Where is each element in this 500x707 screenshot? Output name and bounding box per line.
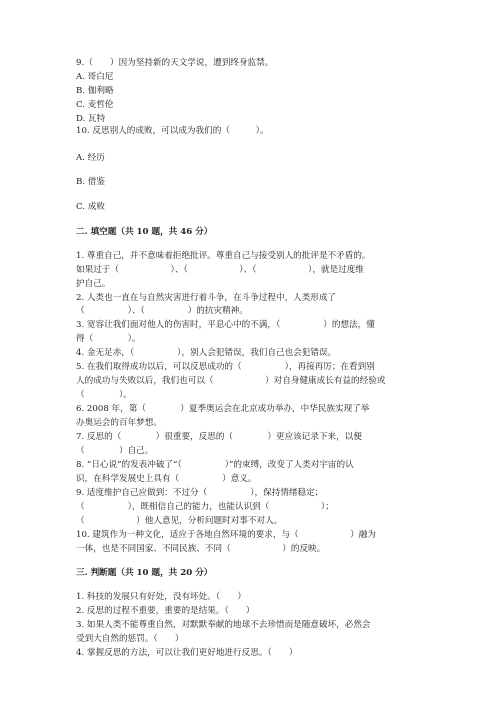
s2-line: 得（ ）。 — [76, 334, 141, 344]
s2-line: 3. 宽容让我们面对他人的伤害时，平息心中的不满，（ ）的想法，懂 — [76, 320, 375, 330]
s2-line: 6. 2008 年，第（ ）夏季奥运会在北京成功举办，中华民族实现了举 — [76, 404, 370, 414]
s2-line: （ ）自己。 — [76, 446, 154, 456]
s2-line: 5. 在我们取得成功以后，可以反思成功的（ ），再接再厉；在看到别 — [76, 362, 375, 372]
s2-line: 8. “日心说”的发表冲破了“（ ）”的束缚，改变了人类对宇宙的认 — [76, 460, 354, 470]
s2-line: 7. 反思的（ ）很重要，反思的（ ）更应该记录下来，以便 — [76, 432, 362, 442]
q9-option-a: A. 哥白尼 — [76, 72, 114, 82]
section2-heading: 二. 填空题（共 10 题，共 46 分） — [76, 227, 213, 237]
s2-line: 4. 金无足赤，（ ），别人会犯错误，我们自己也会犯错误。 — [76, 348, 337, 358]
s2-line: （ ）、（ ）的抗灾精神。 — [76, 306, 248, 316]
s3-line: 2. 反思的过程不重要，重要的是结果。（ ） — [76, 606, 255, 616]
s3-line: 1. 科技的发展只有好处，没有坏处。（ ） — [76, 592, 246, 602]
s2-line: （ ），既相信自己的能力，也能认识到（ ）； — [76, 502, 334, 512]
s2-line: 人的成功与失败以后，我们也可以（ ）对自身健康成长有益的经验或 — [76, 376, 386, 386]
q9-stem: 9.（ ）因为坚持新的天文学说，遭到终身监禁。 — [76, 58, 274, 68]
q9-option-c: C. 麦哲伦 — [76, 100, 114, 110]
section3-heading: 三. 判断题（共 10 题，共 20 分） — [76, 568, 213, 578]
q9-option-d: D. 瓦特 — [76, 114, 106, 124]
s2-line: 办奥运会的百年梦想。 — [76, 418, 162, 428]
s2-line: （ ）。 — [76, 390, 132, 400]
s2-line: 10. 建筑作为一种文化，适应于各地自然环境的要求，与（ ）融为 — [76, 530, 376, 540]
s3-line: 3. 如果人类不能尊重自然，对默默奉献的地球不去珍惜而是随意破坏，必然会 — [76, 620, 371, 630]
q10-stem: 10. 反思别人的成败，可以成为我们的（ ）。 — [76, 126, 269, 136]
s2-line: 如果过于（ ）、（ ）、（ ），就是过度维 — [76, 265, 364, 275]
s2-line: 2. 人类也一直在与自然灾害进行着斗争，在斗争过程中，人类形成了 — [76, 293, 337, 303]
s2-line: 1. 尊重自己，并不意味着拒绝批评。尊重自己与接受别人的批评是不矛盾的。 — [76, 251, 371, 261]
s3-line: 受到大自然的惩罚。（ ） — [76, 634, 184, 644]
q10-option-a: A. 经历 — [76, 153, 105, 163]
q10-option-b: B. 借鉴 — [76, 177, 105, 187]
s2-line: 一体，也是不同国家、不同民族、不同（ ）的反映。 — [76, 544, 326, 554]
q10-option-c: C. 成败 — [76, 202, 105, 212]
s2-line: （ ）他人意见，分析问题时对事不对人。 — [76, 516, 283, 526]
q9-option-b: B. 伽利略 — [76, 86, 114, 96]
s2-line: 9. 适度维护自己应做到：不过分（ ），保持情绪稳定； — [76, 488, 324, 498]
s2-line: 护自己。 — [76, 279, 111, 289]
s3-line: 4. 掌握反思的方法，可以让我们更好地进行反思。（ ） — [76, 648, 298, 658]
s2-line: 识，在科学发展史上具有（ ）意义。 — [76, 474, 257, 484]
